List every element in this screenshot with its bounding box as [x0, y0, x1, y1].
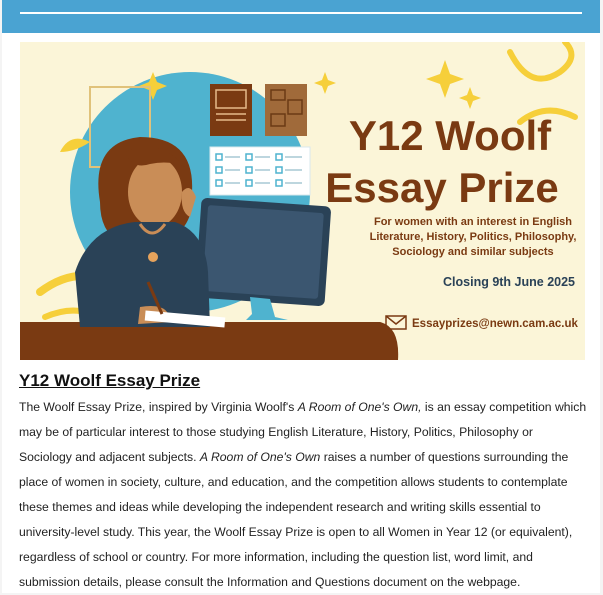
article-title: Y12 Woolf Essay Prize — [19, 371, 201, 390]
article-body: The Woolf Essay Prize, inspired by Virginia Woolf's A Room of One's Own, is an essay competition which may be of particular interest to those studying English Literature, History, Politics, Philosophy or Sociology and adjacent subjects. A Room of One's Own raises a number of questions surrounding the place of women in society, culture, and education, and the competition allows students to contemplate these themes and ideas while developing the independent research and writing skills essential to university-level study. This year, the Woolf Essay Prize is open to all Women in Year 12 (or equivalent), regardless of school or country. For more information, including the question list, word limit, and submission details, please consult the Information and Questions document on the webpage. — [19, 400, 587, 589]
header-bar — [2, 0, 600, 33]
banner-closing-date: Closing 9th June 2025 — [443, 275, 575, 289]
email-content — [2, 33, 600, 593]
header-divider — [20, 12, 582, 14]
banner-headline-line1: Y12 Woolf — [348, 112, 552, 159]
promo-banner-image — [20, 42, 585, 360]
banner-subtitle-line2: Literature, History, Politics, Philosophy, — [369, 231, 577, 243]
banner-email: Essayprizes@newn.cam.ac.uk — [412, 318, 578, 330]
banner-subtitle-line1: For women with an interest in English — [373, 216, 573, 228]
banner-subtitle-line3: Sociology and similar subjects — [392, 246, 554, 258]
banner-headline-line2: Essay Prize — [325, 164, 559, 211]
desk-shape — [20, 322, 398, 360]
checklist-card — [210, 147, 310, 195]
